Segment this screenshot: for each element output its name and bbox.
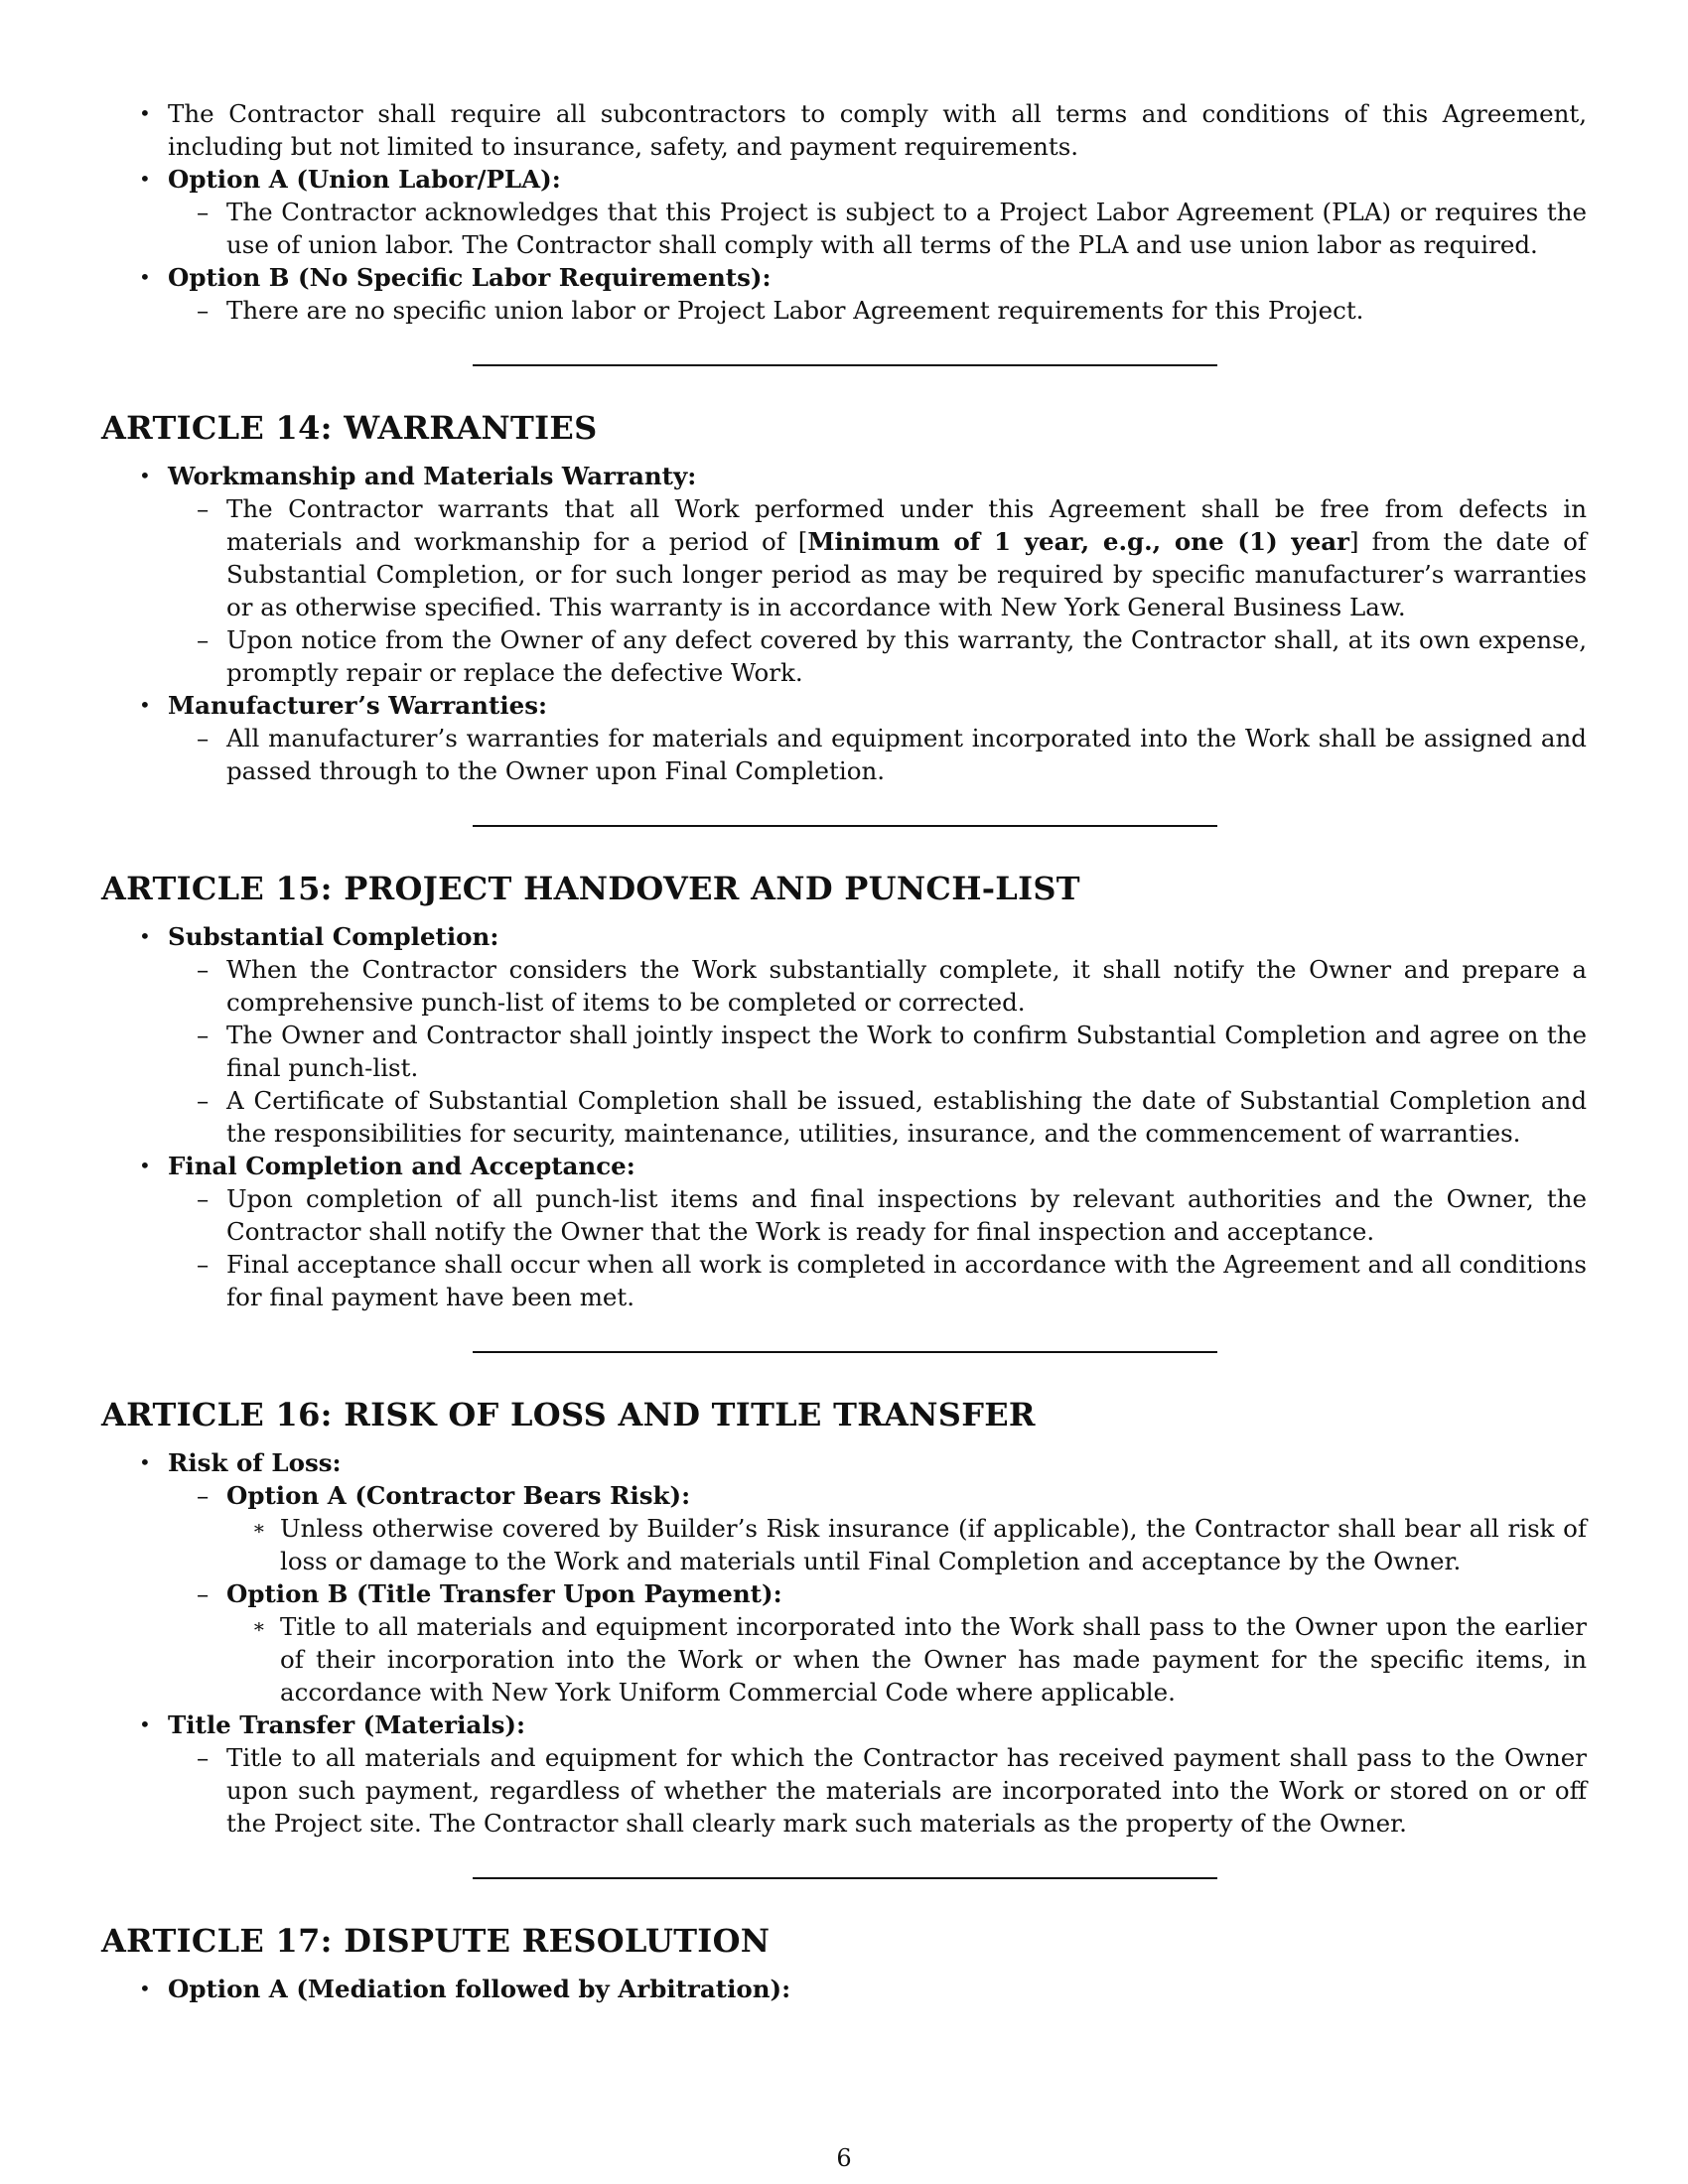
list-item bbox=[101, 97, 1587, 163]
list-item bbox=[101, 722, 1587, 787]
option-a-union-text: The Contractor acknowledges that this Project is subject to a Project Labor Agreement (PLA) or requires the use of union labor. The Contractor shall comply with all terms of the PLA and use union labor as required. bbox=[226, 198, 1587, 259]
article-15-heading: ARTICLE 15: PROJECT HANDOVER AND PUNCH-LIST bbox=[101, 870, 1080, 907]
dash-marker: – bbox=[197, 1481, 210, 1510]
bullet-marker: • bbox=[139, 1154, 151, 1177]
list-item bbox=[101, 1479, 1587, 1512]
option-a-risk-text: Unless otherwise covered by Builder’s Risk insurance (if applicable), the Contractor shall bear all risk of loss or damage to the Work and materials until Final Completion and acceptance by the Owner. bbox=[280, 1514, 1587, 1575]
bullet-marker: • bbox=[139, 924, 151, 948]
list-item bbox=[101, 1150, 1587, 1182]
list-item bbox=[101, 492, 1587, 623]
final-acceptance-text: Final acceptance shall occur when all work is completed in accordance with the Agreement and all conditions for final payment have been met. bbox=[226, 1250, 1587, 1311]
dash-marker: – bbox=[197, 1086, 210, 1115]
list-item bbox=[101, 1741, 1587, 1840]
manufacturer-warranties-title: Manufacturer’s Warranties: bbox=[168, 691, 548, 720]
dash-marker: – bbox=[197, 494, 210, 523]
bullet-marker: • bbox=[139, 265, 151, 289]
article-14-list bbox=[101, 460, 1587, 787]
article-17-heading: ARTICLE 17: DISPUTE RESOLUTION bbox=[101, 1922, 771, 1960]
section-divider bbox=[473, 1877, 1217, 1879]
option-a-mediation-title: Option A (Mediation followed by Arbitration): bbox=[168, 1975, 791, 2003]
dash-marker: – bbox=[197, 625, 210, 654]
option-a-union-title: Option A (Union Labor/PLA): bbox=[168, 165, 561, 194]
dash-marker: – bbox=[197, 1250, 210, 1279]
option-b-labor-title: Option B (No Specific Labor Requirements): bbox=[168, 263, 772, 292]
list-item bbox=[101, 1610, 1587, 1708]
star-marker: ∗ bbox=[252, 1614, 266, 1638]
list-item bbox=[101, 623, 1587, 689]
list-item bbox=[101, 261, 1587, 294]
substantial-completion-title: Substantial Completion: bbox=[168, 922, 499, 951]
star-marker: ∗ bbox=[252, 1516, 266, 1540]
article-16-list bbox=[101, 1446, 1587, 1840]
bullet-marker: • bbox=[139, 101, 151, 125]
bullet-marker: • bbox=[139, 464, 151, 487]
list-item bbox=[101, 163, 1587, 196]
section-divider bbox=[473, 825, 1217, 827]
dash-marker: – bbox=[197, 198, 210, 226]
list-item bbox=[101, 1084, 1587, 1150]
bullet-marker: • bbox=[139, 167, 151, 191]
page-number: 6 bbox=[836, 2144, 852, 2172]
article-16-heading: ARTICLE 16: RISK OF LOSS AND TITLE TRANSFER bbox=[101, 1396, 1036, 1433]
manufacturer-warranties-text: All manufacturer’s warranties for materials and equipment incorporated into the Work shall be assigned and passed through to the Owner upon Final Completion. bbox=[226, 724, 1587, 785]
title-transfer-materials-title: Title Transfer (Materials): bbox=[168, 1710, 525, 1739]
workmanship-warranty-title: Workmanship and Materials Warranty: bbox=[168, 462, 697, 490]
list-item bbox=[101, 1446, 1587, 1479]
dash-marker: – bbox=[197, 296, 210, 325]
article-15-list bbox=[101, 920, 1587, 1313]
dash-marker: – bbox=[197, 1184, 210, 1213]
list-item bbox=[101, 294, 1587, 327]
list-item bbox=[101, 1182, 1587, 1248]
section-divider bbox=[473, 364, 1217, 366]
punch-list-preparation-text: When the Contractor considers the Work substantially complete, it shall notify the Owner and prepare a comprehensive punch-list of items to be completed or corrected. bbox=[226, 955, 1587, 1017]
certificate-text: A Certificate of Substantial Completion shall be issued, establishing the date of Substantial Completion and the responsibilities for security, maintenance, utilities, insurance, and the commencement of warranties. bbox=[226, 1086, 1587, 1148]
article-14-heading: ARTICLE 14: WARRANTIES bbox=[101, 409, 598, 447]
dash-marker: – bbox=[197, 1579, 210, 1608]
article-17-list bbox=[101, 1973, 1587, 2005]
list-item bbox=[101, 1708, 1587, 1741]
defect-repair-text: Upon notice from the Owner of any defect covered by this warranty, the Contractor shall, at its own expense, promptly repair or replace the defective Work. bbox=[226, 625, 1587, 687]
final-inspection-text: Upon completion of all punch-list items and final inspections by relevant authorities and the Owner, the Contractor shall notify the Owner that the Work is ready for final inspection and acceptance. bbox=[226, 1184, 1587, 1246]
list-item bbox=[101, 196, 1587, 261]
list-item bbox=[101, 1512, 1587, 1577]
document-body bbox=[101, 99, 1587, 2005]
list-item bbox=[101, 689, 1587, 722]
risk-of-loss-title: Risk of Loss: bbox=[168, 1448, 342, 1477]
dash-marker: – bbox=[197, 955, 210, 984]
list-item bbox=[101, 460, 1587, 492]
option-b-title-transfer-title: Option B (Title Transfer Upon Payment): bbox=[226, 1579, 782, 1608]
joint-inspection-text: The Owner and Contractor shall jointly inspect the Work to confirm Substantial Completion and agree on the final punch-list. bbox=[226, 1021, 1587, 1082]
dash-marker: – bbox=[197, 1021, 210, 1049]
section-divider bbox=[473, 1351, 1217, 1353]
warranty-text-start: The Contractor warrants that all Work performed under this Agreement shall be free from defects in materials and workmanship for a period of [ bbox=[226, 494, 1587, 556]
list-item bbox=[101, 1973, 1587, 2005]
bullet-marker: • bbox=[139, 1450, 151, 1474]
workmanship-warranty-text bbox=[226, 492, 1587, 623]
list-item bbox=[101, 920, 1587, 953]
warranty-period-placeholder: Minimum of 1 year, e.g., one (1) year bbox=[807, 527, 1350, 556]
list-item bbox=[101, 1577, 1587, 1610]
subcontractor-compliance-text: The Contractor shall require all subcontractors to comply with all terms and conditions of this Agreement, including but not limited to insurance, safety, and payment requirements. bbox=[168, 99, 1587, 161]
dash-marker: – bbox=[197, 724, 210, 752]
bullet-marker: • bbox=[139, 1977, 151, 2000]
option-b-labor-text: There are no specific union labor or Project Labor Agreement requirements for this Project. bbox=[226, 296, 1364, 325]
warranty-text-end: ] from the date of Substantial Completion, or for such longer period as may be required by specific manufacturer’s warranties or as otherwise specified. This warranty is in accordance with New York General Business Law. bbox=[226, 527, 1587, 621]
list-item bbox=[101, 1248, 1587, 1313]
option-b-title-transfer-text: Title to all materials and equipment incorporated into the Work shall pass to the Owner upon the earlier of their incorporation into the Work or when the Owner has made payment for the specific items, in accordance with New York Uniform Commercial Code where applicable. bbox=[280, 1612, 1587, 1706]
list-item bbox=[101, 1019, 1587, 1084]
labor-list bbox=[101, 97, 1587, 327]
final-completion-title: Final Completion and Acceptance: bbox=[168, 1152, 635, 1180]
list-item bbox=[101, 953, 1587, 1019]
dash-marker: – bbox=[197, 1743, 210, 1772]
title-transfer-materials-text: Title to all materials and equipment for which the Contractor has received payment shall pass to the Owner upon such payment, regardless of whether the materials are incorporated into the Work or stored on or off the Project site. The Contractor shall clearly mark such materials as the property of the Owner. bbox=[226, 1743, 1587, 1838]
bullet-marker: • bbox=[139, 1712, 151, 1736]
bullet-marker: • bbox=[139, 693, 151, 717]
option-a-risk-title: Option A (Contractor Bears Risk): bbox=[226, 1481, 691, 1510]
